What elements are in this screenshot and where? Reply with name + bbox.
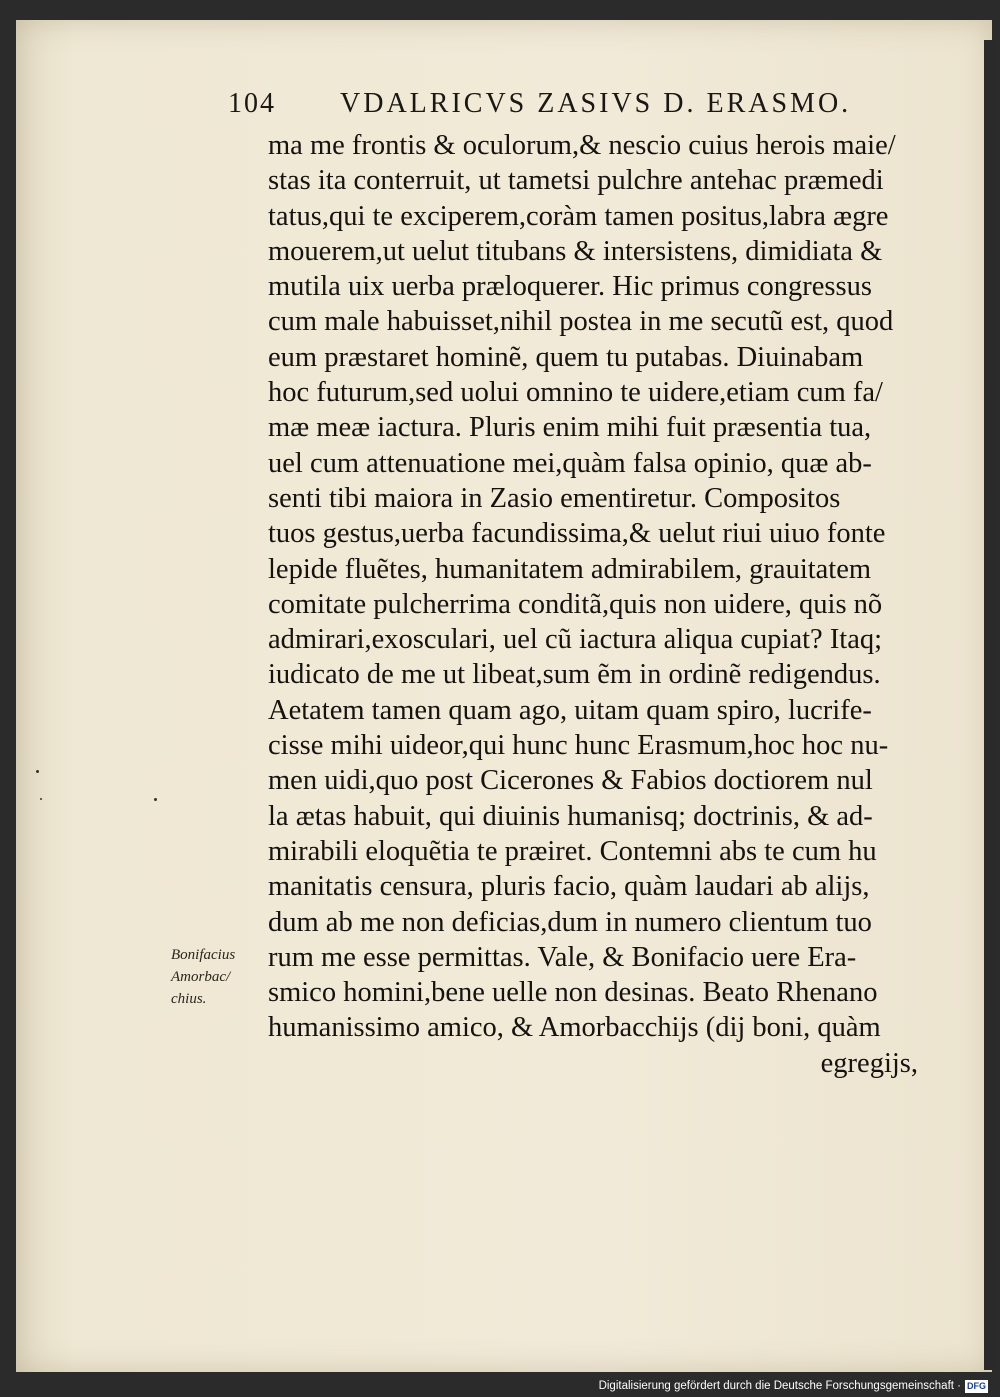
page-edge-shadow <box>984 40 994 1370</box>
body-text <box>268 128 918 1081</box>
text-line: mirabili eloquẽtia te præiret. Contemni abs te cum hu <box>268 835 877 867</box>
running-title: VDALRICVS ZASIVS D. ERASMO. <box>340 88 852 119</box>
text-line: comitate pulcherrima conditã,quis non uidere, quis nõ <box>268 588 883 620</box>
text-line: manitatis censura, pluris facio, quàm laudari ab alijs, <box>268 871 870 903</box>
footer-credit: Digitalisierung gefördert durch die Deutsche Forschungsgemeinschaft · <box>598 1380 961 1392</box>
text-line: senti tibi maiora in Zasio ementiretur. Compositos <box>268 482 841 514</box>
text-line: uel cum attenuatione mei,quàm falsa opinio, quæ ab- <box>268 447 872 479</box>
text-line: humanissimo amico, & Amorbacchijs (dij boni, quàm <box>268 1012 881 1044</box>
marginal-note-line: chius. <box>171 991 207 1007</box>
text-line: stas ita conterruit, ut tametsi pulchre antehac præmedi <box>268 165 884 197</box>
text-line: admirari,exosculari, uel cũ iactura aliqua cupiat? Itaq; <box>268 624 883 656</box>
text-line: men uidi,quo post Cicerones & Fabios doctiorem nul <box>268 765 873 797</box>
text-line: hoc futurum,sed uolui omnino te uidere,etiam cum fa/ <box>268 377 883 409</box>
text-line: cum male habuisset,nihil postea in me secutũ est, quod <box>268 306 894 338</box>
text-line: mouerem,ut uelut titubans & intersistens, dimidiata & <box>268 235 883 267</box>
dfg-logo: DFG <box>967 1380 986 1391</box>
page-header <box>228 88 878 128</box>
text-line: eum præstaret hominẽ, quem tu putabas. Diuinabam <box>268 341 864 373</box>
text-line: ma me frontis & oculorum,& nescio cuius herois maie/ <box>268 130 896 161</box>
text-line: dum ab me non deficias,dum in numero clientum tuo <box>268 906 872 938</box>
digitization-footer <box>599 1378 988 1394</box>
text-line: rum me esse permittas. Vale, & Bonifacio uere Era- <box>268 941 857 973</box>
page-number: 104 <box>228 88 276 119</box>
marginal-note <box>171 944 271 1010</box>
text-line: mæ meæ iactura. Pluris enim mihi fuit præsentia tua, <box>268 412 872 444</box>
text-line: cisse mihi uideor,qui hunc hunc Erasmum,hoc hoc nu- <box>268 730 889 762</box>
marginal-note-line: Amorbac/ <box>171 969 231 985</box>
text-line: tatus,qui te exciperem,coràm tamen positus,labra ægre <box>268 200 889 232</box>
text-line: tuos gestus,uerba facundissima,& uelut riui uiuo fonte <box>268 518 886 550</box>
text-line: smico homini,bene uelle non desinas. Beato Rhenano <box>268 977 878 1009</box>
text-line: egregijs, <box>820 1047 918 1079</box>
text-line: iudicato de me ut libeat,sum ẽm in ordinẽ redigendus. <box>268 659 881 691</box>
text-line: la ætas habuit, qui diuinis humanisq; doctrinis, & ad- <box>268 800 873 832</box>
text-line: lepide fluẽtes, humanitatem admirabilem, grauitatem <box>268 553 872 585</box>
text-line: mutila uix uerba præloquerer. Hic primus congressus <box>268 271 872 303</box>
marginal-note-line: Bonifacius <box>171 947 236 963</box>
text-line: Aetatem tamen quam ago, uitam quam spiro, lucrife- <box>268 694 872 726</box>
